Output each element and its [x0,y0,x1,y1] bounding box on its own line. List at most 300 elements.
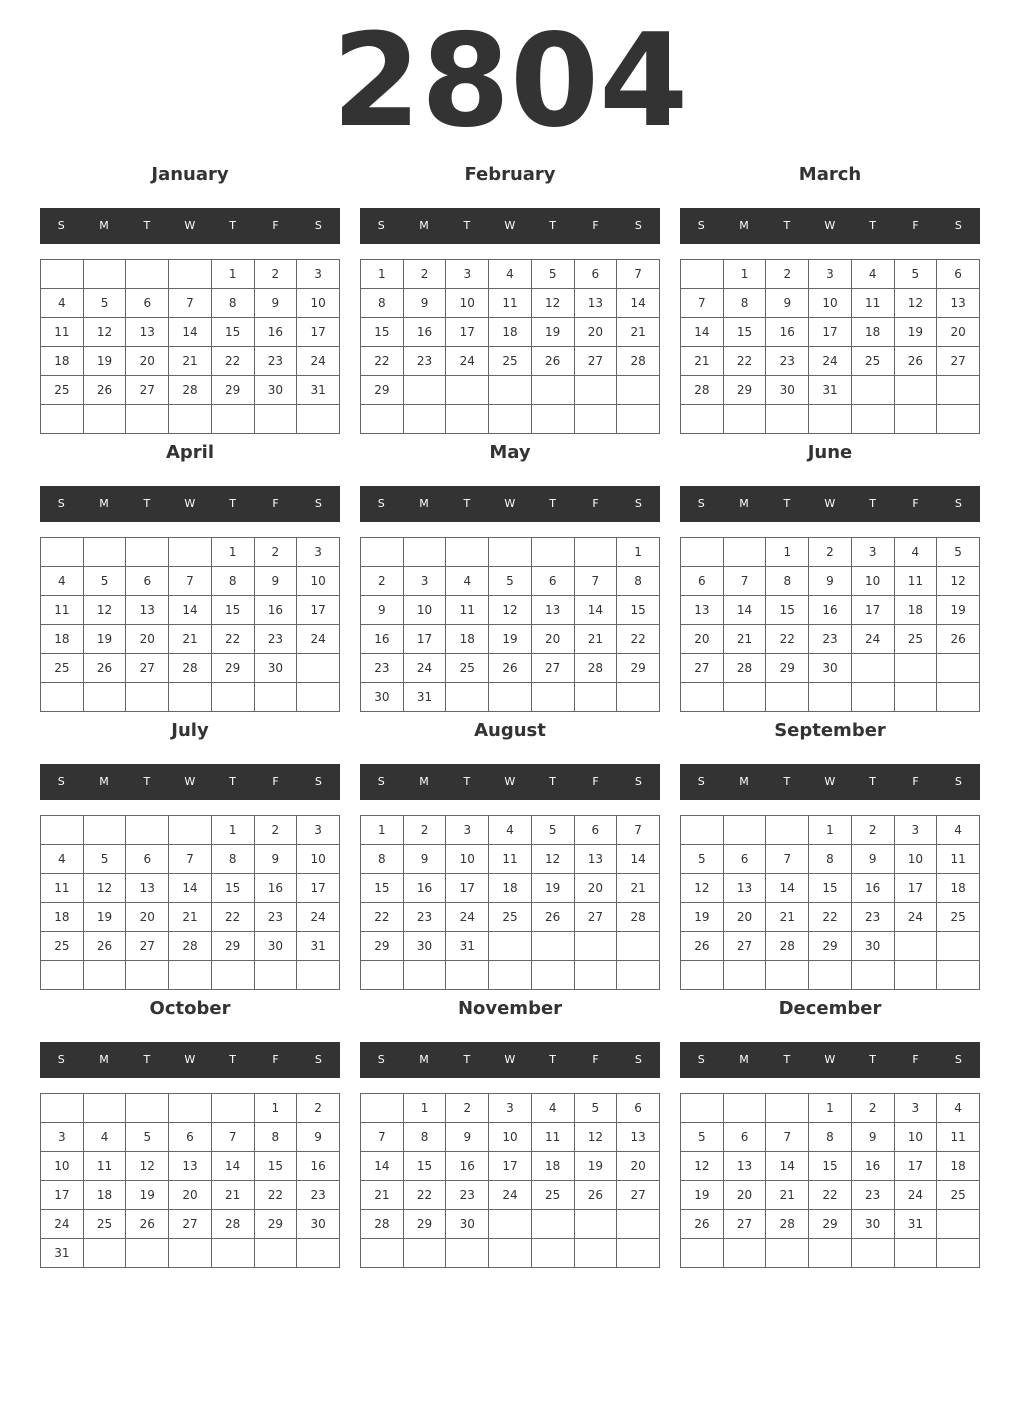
day-cell: 31 [297,932,340,961]
day-cell: 1 [211,260,254,289]
weekday-label: S [57,775,66,788]
month-title: June [807,442,853,463]
month-title: April [165,442,215,463]
day-cell: 6 [937,260,980,289]
week-row [41,289,340,318]
day-cell: 20 [126,903,169,932]
day-cell: 22 [211,625,254,654]
day-cell: 19 [681,903,724,932]
day-cell: 11 [937,1123,980,1152]
weekday-label: T [463,219,471,232]
day-cell: 8 [723,289,766,318]
empty-day-cell [169,1239,212,1268]
empty-day-cell [574,683,617,712]
day-cell: 3 [446,816,489,845]
day-cell: 7 [361,1123,404,1152]
weekday-label: S [57,219,66,232]
month-november [360,994,660,1262]
day-cell: 8 [617,567,660,596]
day-cell: 14 [211,1152,254,1181]
day-cell: 26 [531,903,574,932]
empty-day-cell [574,405,617,434]
week-row [361,683,660,712]
empty-day-cell [681,1239,724,1268]
day-cell: 22 [617,625,660,654]
week-row [361,1094,660,1123]
weekday-label: M [739,1053,750,1066]
empty-day-cell [41,683,84,712]
empty-day-cell [617,932,660,961]
empty-day-cell [489,932,532,961]
day-cell: 25 [531,1181,574,1210]
day-cell: 6 [617,1094,660,1123]
empty-day-cell [851,683,894,712]
weekday-header [360,764,660,800]
empty-day-cell [254,961,297,990]
day-cell: 1 [809,816,852,845]
day-cell: 12 [489,596,532,625]
weekday-label: S [314,219,323,232]
day-cell: 4 [446,567,489,596]
weekday-label: M [99,775,110,788]
day-cell: 28 [361,1210,404,1239]
week-row [41,654,340,683]
empty-day-cell [937,654,980,683]
day-cell: 19 [83,625,126,654]
empty-day-cell [169,538,212,567]
day-cell: 24 [41,1210,84,1239]
day-grid [40,815,340,990]
day-cell: 2 [766,260,809,289]
day-cell: 13 [126,318,169,347]
weekday-label: S [954,1053,963,1066]
weekday-label: T [143,775,151,788]
week-row [361,289,660,318]
empty-day-cell [617,961,660,990]
day-cell: 24 [894,1181,937,1210]
day-cell: 3 [297,538,340,567]
weekday-label: S [314,1053,323,1066]
day-cell: 8 [403,1123,446,1152]
month-may [360,438,660,706]
day-cell: 21 [169,625,212,654]
day-cell: 23 [446,1181,489,1210]
weekday-label: T [463,1053,471,1066]
day-cell: 18 [851,318,894,347]
empty-day-cell [681,1094,724,1123]
weekday-label: F [592,775,600,788]
week-row [681,932,980,961]
day-cell: 31 [41,1239,84,1268]
empty-day-cell [894,961,937,990]
day-cell: 14 [766,1152,809,1181]
weekday-label: M [99,219,110,232]
day-cell: 26 [83,376,126,405]
week-row [681,347,980,376]
day-cell: 21 [617,318,660,347]
day-cell: 11 [41,874,84,903]
empty-day-cell [361,405,404,434]
week-row [41,376,340,405]
empty-day-cell [937,405,980,434]
day-cell: 7 [617,260,660,289]
day-cell: 27 [937,347,980,376]
week-row [681,816,980,845]
week-row [681,538,980,567]
day-cell: 14 [681,318,724,347]
empty-day-cell [297,1239,340,1268]
day-cell: 27 [723,932,766,961]
day-cell: 25 [937,903,980,932]
day-cell: 21 [723,625,766,654]
day-cell: 2 [297,1094,340,1123]
empty-day-cell [937,376,980,405]
day-cell: 20 [723,903,766,932]
day-cell: 2 [254,816,297,845]
day-cell: 7 [617,816,660,845]
month-june [680,438,980,706]
weekday-label: T [549,219,557,232]
day-cell: 7 [766,1123,809,1152]
day-cell: 24 [894,903,937,932]
day-cell: 18 [41,347,84,376]
day-cell: 28 [169,376,212,405]
weekday-header [680,764,980,800]
day-cell: 31 [446,932,489,961]
day-cell: 26 [681,1210,724,1239]
week-row [361,654,660,683]
day-cell: 23 [254,903,297,932]
day-cell: 30 [254,654,297,683]
day-cell: 10 [446,845,489,874]
day-cell: 17 [297,596,340,625]
weekday-label: S [634,1053,643,1066]
day-cell: 8 [211,289,254,318]
day-cell: 17 [446,318,489,347]
empty-day-cell [361,538,404,567]
day-cell: 16 [403,874,446,903]
weekday-label: F [912,775,920,788]
day-cell: 23 [254,625,297,654]
day-cell: 29 [254,1210,297,1239]
day-cell: 14 [617,289,660,318]
empty-day-cell [574,1210,617,1239]
empty-day-cell [489,1239,532,1268]
day-cell: 17 [297,874,340,903]
weekday-label: F [272,1053,280,1066]
weekday-label: W [184,775,196,788]
day-cell: 3 [809,260,852,289]
weekday-label: T [143,497,151,510]
day-cell: 16 [254,318,297,347]
weekday-label: S [954,775,963,788]
day-cell: 28 [723,654,766,683]
empty-day-cell [126,1094,169,1123]
day-cell: 13 [126,596,169,625]
day-cell: 10 [809,289,852,318]
day-cell: 9 [254,289,297,318]
week-row [41,1152,340,1181]
empty-day-cell [894,683,937,712]
day-cell: 27 [574,347,617,376]
week-row [681,1094,980,1123]
empty-day-cell [489,1210,532,1239]
day-cell: 18 [894,596,937,625]
day-cell: 1 [809,1094,852,1123]
weekday-label: S [57,497,66,510]
day-cell: 8 [809,845,852,874]
weekday-label: T [783,497,791,510]
day-cell: 7 [211,1123,254,1152]
day-cell: 5 [531,260,574,289]
day-cell: 31 [809,376,852,405]
week-row [681,289,980,318]
day-cell: 30 [254,932,297,961]
day-cell: 6 [574,816,617,845]
weekday-label: T [869,497,877,510]
weekday-label: S [697,775,706,788]
week-row [41,932,340,961]
day-cell: 10 [297,567,340,596]
empty-day-cell [617,1210,660,1239]
weekday-header [40,764,340,800]
empty-day-cell [723,1239,766,1268]
week-row [361,874,660,903]
day-cell: 29 [361,932,404,961]
empty-day-cell [723,816,766,845]
empty-day-cell [851,405,894,434]
day-cell: 9 [254,567,297,596]
weekday-label: M [739,775,750,788]
month-title: December [778,998,882,1019]
empty-day-cell [211,683,254,712]
day-cell: 11 [489,845,532,874]
empty-day-cell [403,405,446,434]
empty-day-cell [766,405,809,434]
day-cell: 20 [574,318,617,347]
day-cell: 12 [531,845,574,874]
year-title: 2804 [331,7,689,156]
week-row [681,903,980,932]
weekday-label: W [824,775,836,788]
day-cell: 9 [297,1123,340,1152]
day-cell: 7 [723,567,766,596]
weekday-header [360,1042,660,1078]
empty-day-cell [894,654,937,683]
weekday-label: T [143,219,151,232]
empty-day-cell [169,1094,212,1123]
day-cell: 26 [681,932,724,961]
day-cell: 22 [766,625,809,654]
day-cell: 18 [937,1152,980,1181]
week-row [681,318,980,347]
day-cell: 23 [809,625,852,654]
day-cell: 9 [766,289,809,318]
day-cell: 15 [211,318,254,347]
empty-day-cell [169,260,212,289]
day-cell: 19 [531,318,574,347]
day-grid [680,537,980,712]
empty-day-cell [937,683,980,712]
day-cell: 13 [681,596,724,625]
week-row [361,538,660,567]
week-row [41,683,340,712]
day-cell: 27 [126,654,169,683]
day-cell: 22 [361,903,404,932]
day-cell: 25 [41,654,84,683]
day-cell: 3 [489,1094,532,1123]
empty-day-cell [83,538,126,567]
day-cell: 1 [403,1094,446,1123]
day-cell: 15 [403,1152,446,1181]
day-cell: 12 [937,567,980,596]
month-title: September [774,720,886,741]
empty-day-cell [851,376,894,405]
day-cell: 28 [766,1210,809,1239]
day-cell: 26 [83,932,126,961]
day-cell: 10 [297,845,340,874]
week-row [41,816,340,845]
day-cell: 16 [361,625,404,654]
day-grid [40,537,340,712]
day-cell: 20 [169,1181,212,1210]
day-cell: 2 [403,260,446,289]
empty-day-cell [126,683,169,712]
day-cell: 27 [531,654,574,683]
day-cell: 11 [446,596,489,625]
day-cell: 4 [41,289,84,318]
weekday-label: F [912,219,920,232]
day-cell: 25 [894,625,937,654]
month-september [680,716,980,984]
day-cell: 10 [446,289,489,318]
day-cell: 28 [211,1210,254,1239]
empty-day-cell [937,1210,980,1239]
week-row [41,260,340,289]
weekday-header [40,486,340,522]
week-row [681,260,980,289]
day-cell: 30 [361,683,404,712]
week-row [681,1210,980,1239]
day-cell: 14 [723,596,766,625]
day-cell: 30 [851,932,894,961]
day-grid [360,815,660,990]
day-cell: 6 [531,567,574,596]
day-cell: 21 [766,1181,809,1210]
empty-day-cell [617,1239,660,1268]
day-cell: 6 [723,1123,766,1152]
weekday-label: T [549,497,557,510]
weekday-label: W [184,219,196,232]
weekday-label: T [549,1053,557,1066]
week-row [361,260,660,289]
week-row [361,1239,660,1268]
empty-day-cell [574,961,617,990]
empty-day-cell [126,1239,169,1268]
day-cell: 29 [361,376,404,405]
day-cell: 3 [403,567,446,596]
day-cell: 18 [937,874,980,903]
day-cell: 24 [851,625,894,654]
weekday-header [680,1042,980,1078]
empty-day-cell [531,1239,574,1268]
empty-day-cell [403,961,446,990]
month-title: March [798,164,862,185]
weekday-label: T [783,775,791,788]
empty-day-cell [254,1239,297,1268]
empty-day-cell [83,260,126,289]
day-cell: 10 [894,845,937,874]
empty-day-cell [937,961,980,990]
day-cell: 29 [809,932,852,961]
day-cell: 27 [617,1181,660,1210]
day-cell: 17 [446,874,489,903]
weekday-label: M [99,1053,110,1066]
weekday-label: S [697,219,706,232]
weekday-label: W [504,775,516,788]
month-january [40,160,340,428]
week-row [681,874,980,903]
day-cell: 24 [297,625,340,654]
day-cell: 9 [361,596,404,625]
day-cell: 11 [851,289,894,318]
weekday-label: M [419,775,430,788]
day-cell: 15 [617,596,660,625]
day-cell: 15 [254,1152,297,1181]
day-cell: 3 [894,816,937,845]
day-cell: 14 [169,596,212,625]
weekday-label: S [634,775,643,788]
week-row [41,1123,340,1152]
month-title: October [149,998,231,1019]
empty-day-cell [851,961,894,990]
weekday-label: F [592,497,600,510]
day-cell: 7 [574,567,617,596]
day-cell: 8 [211,845,254,874]
day-cell: 26 [83,654,126,683]
week-row [41,961,340,990]
weekday-label: F [272,219,280,232]
empty-day-cell [211,1239,254,1268]
empty-day-cell [41,961,84,990]
day-cell: 16 [403,318,446,347]
day-cell: 18 [531,1152,574,1181]
day-cell: 6 [126,845,169,874]
empty-day-cell [766,683,809,712]
day-cell: 19 [126,1181,169,1210]
day-cell: 27 [126,376,169,405]
weekday-label: T [463,497,471,510]
day-cell: 18 [489,318,532,347]
day-cell: 25 [937,1181,980,1210]
day-grid [360,1093,660,1268]
day-cell: 20 [574,874,617,903]
empty-day-cell [254,405,297,434]
empty-day-cell [126,260,169,289]
empty-day-cell [41,816,84,845]
day-cell: 12 [574,1123,617,1152]
day-cell: 8 [211,567,254,596]
day-cell: 9 [446,1123,489,1152]
day-cell: 28 [617,903,660,932]
week-row [41,318,340,347]
day-cell: 30 [254,376,297,405]
week-row [681,1152,980,1181]
day-cell: 24 [446,347,489,376]
week-row [41,1210,340,1239]
month-february [360,160,660,428]
day-cell: 23 [851,903,894,932]
